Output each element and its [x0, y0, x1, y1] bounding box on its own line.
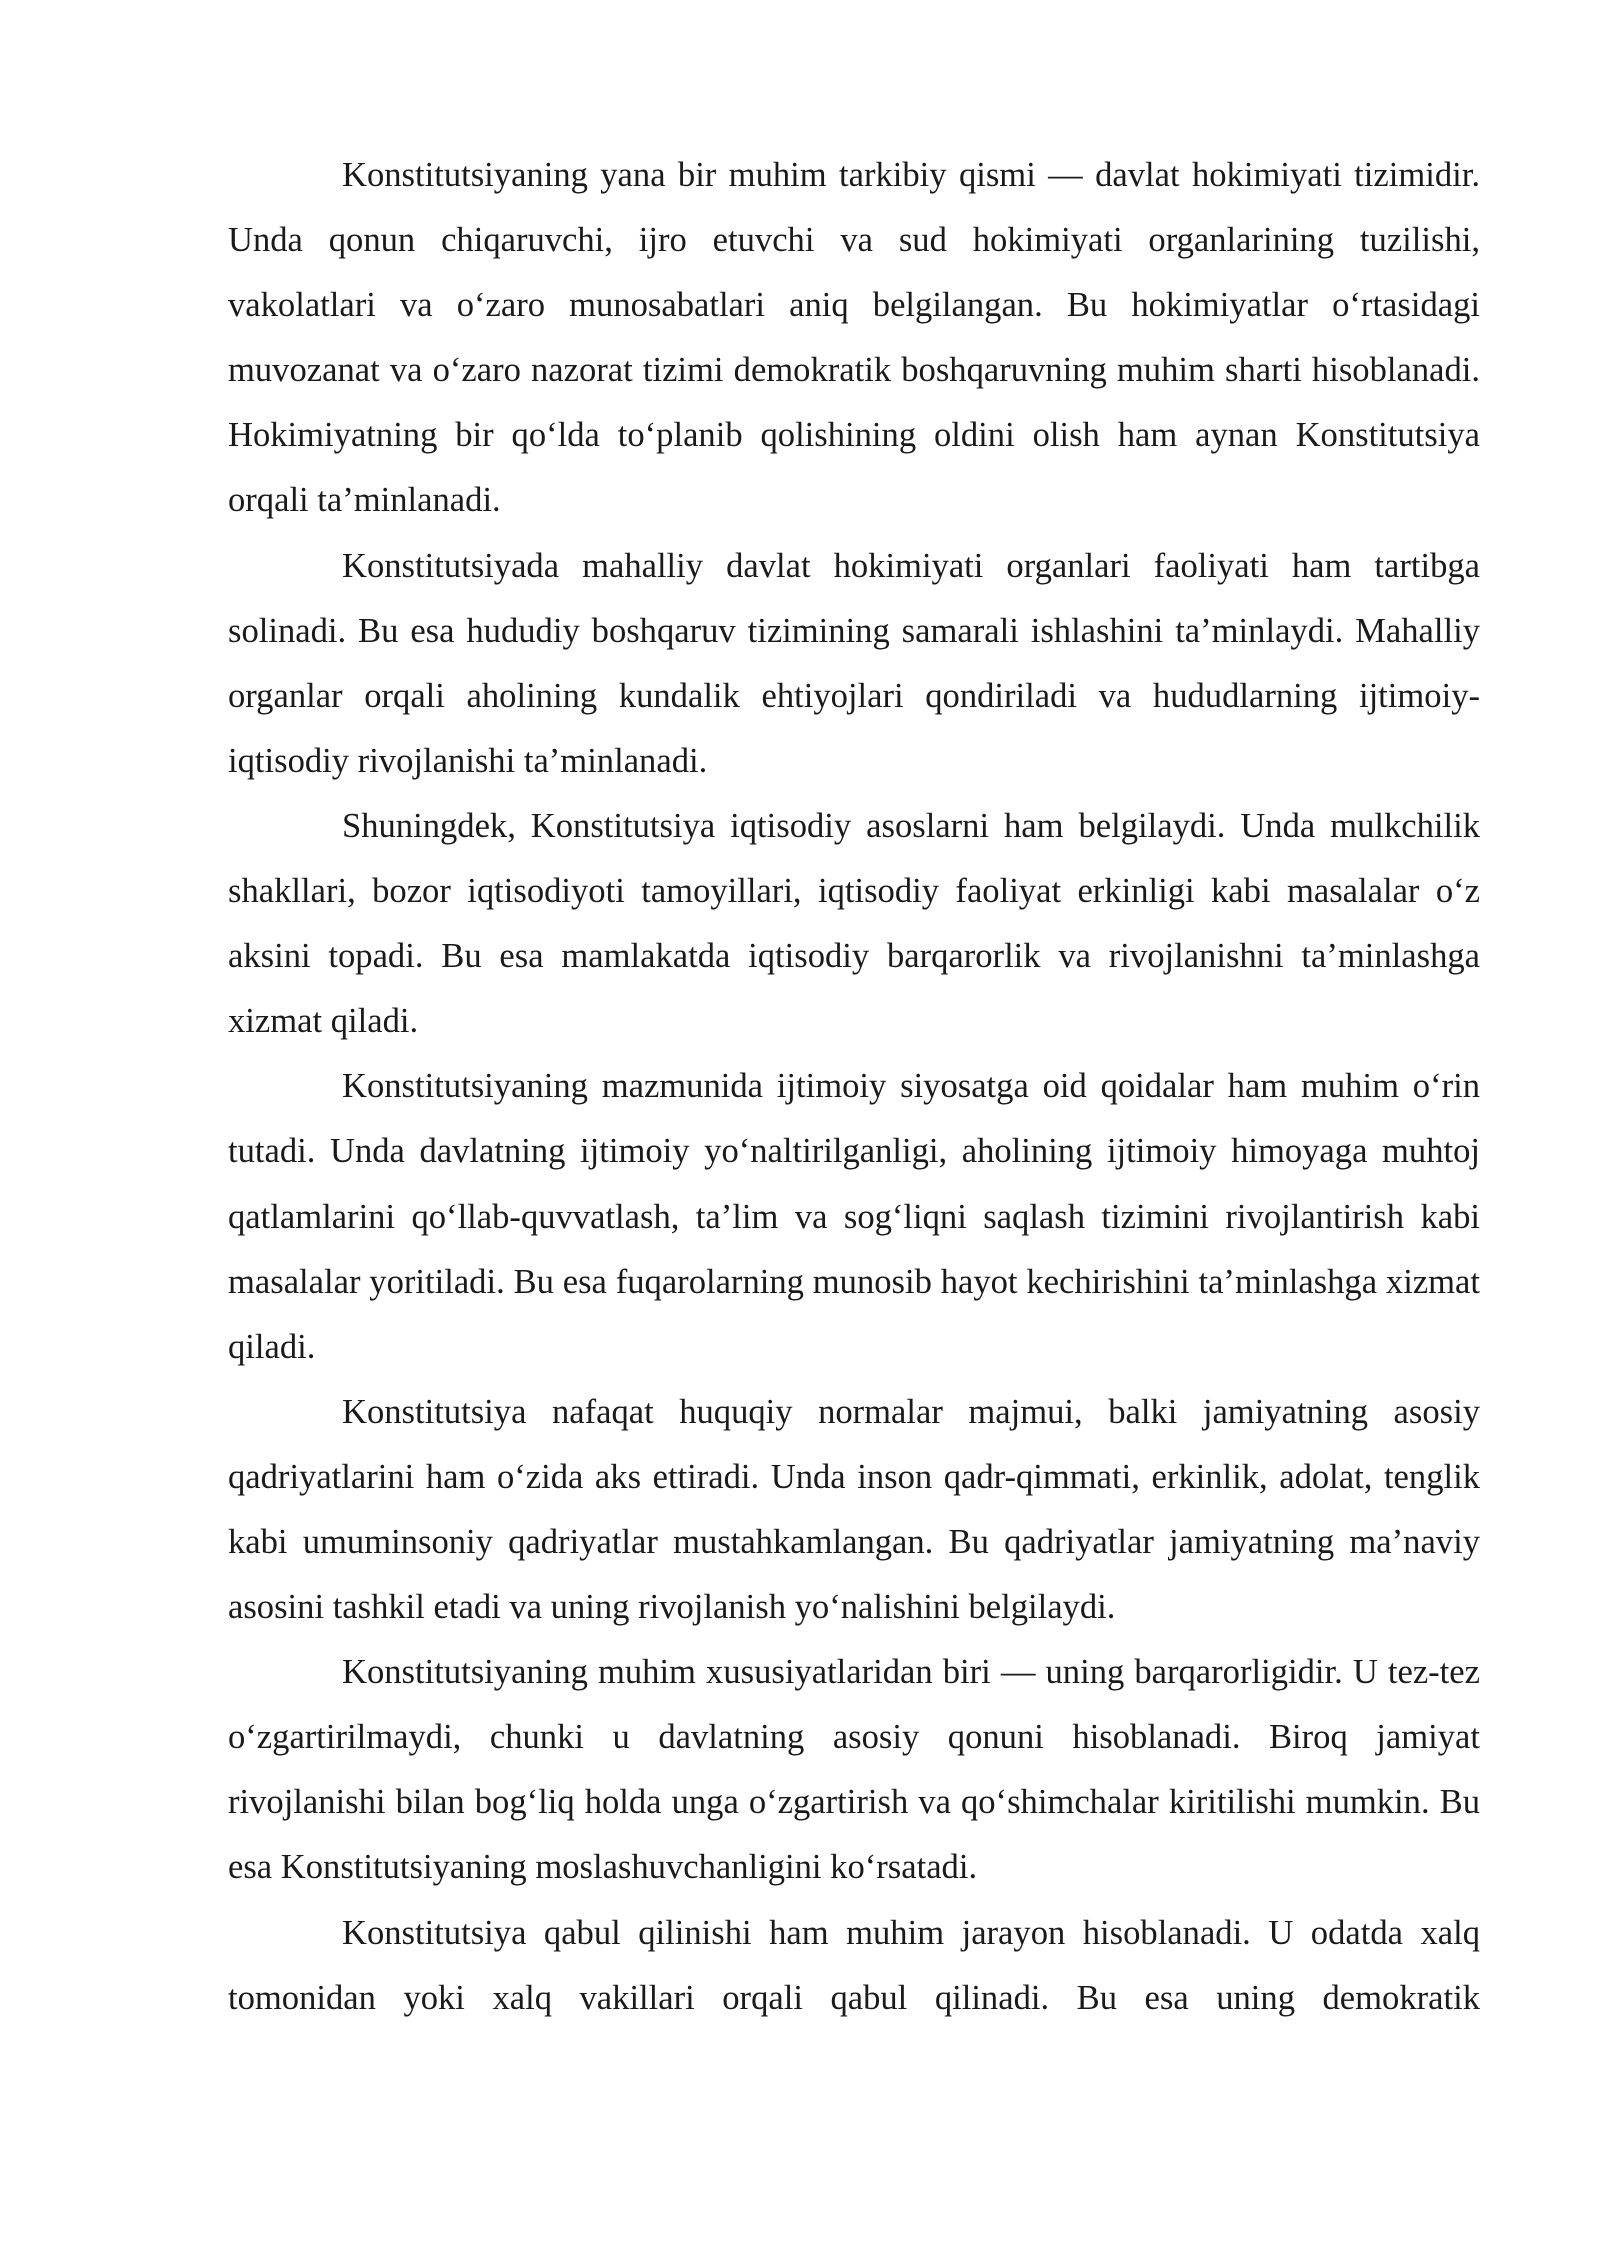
paragraph-7: Konstitutsiya qabul qilinishi ham muhim jarayon hisoblanadi. U odatda xalq tomonidan yoki xalq vakillari orqali qabul qilinadi. Bu esa uning demokratik	[228, 1913, 1480, 2017]
paragraph-2: Konstitutsiyada mahalliy davlat hokimiyati organlari faoliyati ham tartibga solinadi. Bu esa hududiy boshqaruv tizimining samarali ishlashini ta’minlaydi. Mahalliy organlar orqali aholining kundalik ehtiyojlari qondiriladi va hududlarning ijtimoiy-iqtisodiy rivojlanishi ta’minlanadi.	[228, 546, 1480, 780]
paragraph-3: Shuningdek, Konstitutsiya iqtisodiy asoslarni ham belgilaydi. Unda mulkchilik shakllari, bozor iqtisodiyoti tamoyillari, iqtisodiy faoliyat erkinligi kabi masalalar o‘z aksini topadi. Bu esa mamlakatda iqtisodiy barqarorlik va rivojlanishni ta’minlashga xizmat qiladi.	[228, 806, 1480, 1041]
paragraph-6: Konstitutsiyaning muhim xususiyatlaridan biri — uning barqarorligidir. U tez-tez o‘zgartirilmaydi, chunki u davlatning asosiy qonuni hisoblanadi. Biroq jamiyat rivojlanishi bilan bog‘liq holda unga o‘zgartirish va qo‘shimchalar kiritilishi mumkin. Bu esa Konstitutsiyaning moslashuvchanligini ko‘rsatadi.	[228, 1653, 1480, 1887]
paragraph-5: Konstitutsiya nafaqat huquqiy normalar majmui, balki jamiyatning asosiy qadriyatlarini ham o‘zida aks ettiradi. Unda inson qadr-qimmati, erkinlik, adolat, tenglik kabi umuminsoniy qadriyatlar mustahkamlangan. Bu qadriyatlar jamiyatning ma’naviy asosini tashkil etadi va uning rivojlanish yo‘nalishini belgilaydi.	[228, 1392, 1480, 1627]
paragraph-1: Konstitutsiyaning yana bir muhim tarkibiy qismi — davlat hokimiyati tizimidir. Unda qonun chiqaruvchi, ijro etuvchi va sud hokimiyati organlarining tuzilishi, vakolatlari va o‘zaro munosabatlari aniq belgilangan. Bu hokimiyatlar o‘rtasidagi muvozanat va o‘zaro nazorat tizimi demokratik boshqaruvning muhim sharti hisoblanadi. Hokimiyatning bir qo‘lda to‘planib qolishining oldini olish ham aynan Konstitutsiya orqali ta’minlanadi.	[228, 156, 1480, 520]
document-body	[228, 143, 1480, 2031]
paragraph-4: Konstitutsiyaning mazmunida ijtimoiy siyosatga oid qoidalar ham muhim o‘rin tutadi. Unda davlatning ijtimoiy yo‘naltirilganligi, aholining ijtimoiy himoyaga muhtoj qatlamlarini qo‘llab-quvvatlash, ta’lim va sog‘liqni saqlash tizimini rivojlantirish kabi masalalar yoritiladi. Bu esa fuqarolarning munosib hayot kechirishini ta’minlashga xizmat qiladi.	[228, 1067, 1480, 1366]
